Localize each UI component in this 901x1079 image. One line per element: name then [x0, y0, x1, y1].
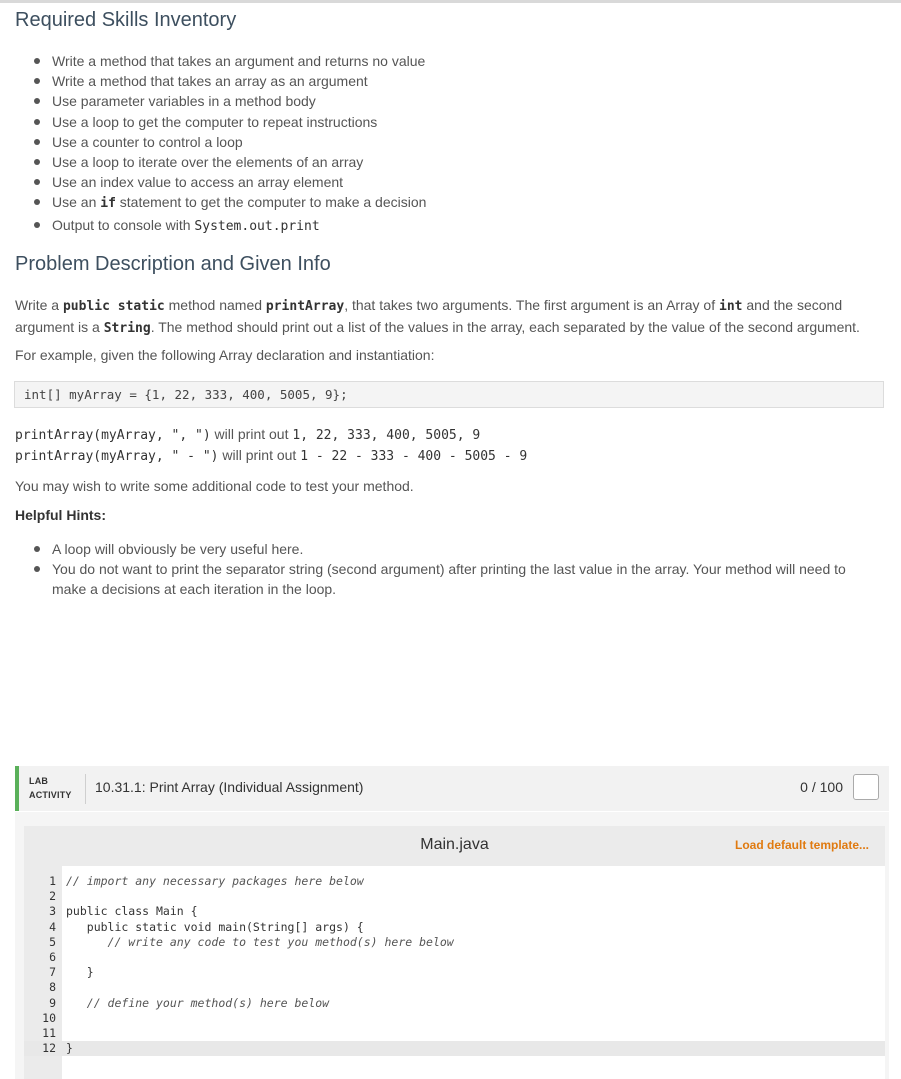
code-line[interactable]: 9 // define your method(s) here below — [49, 995, 330, 1010]
hints-title: Helpful Hints: — [15, 507, 106, 523]
lab-score: 0 / 100 — [800, 779, 843, 795]
array-declaration-code: int[] myArray = {1, 22, 333, 400, 5005, 9}; — [14, 381, 884, 408]
code-line[interactable]: 4 public static void main(String[] args) { — [49, 919, 364, 934]
code-line[interactable]: 1 // import any necessary packages here below — [49, 874, 364, 888]
code-line[interactable]: 11 — [42, 1026, 56, 1040]
code-line-active[interactable]: 12 } — [24, 1041, 885, 1056]
lab-title: 10.31.1: Print Array (Individual Assignment) — [95, 779, 364, 795]
code-line[interactable]: 2 — [49, 889, 56, 904]
list-item: Write a method that takes an argument and returns no value — [34, 51, 426, 71]
code-editor-panel — [15, 812, 889, 1079]
list-item: Use a counter to control a loop — [34, 132, 426, 152]
example-intro: For example, given the following Array declaration and instantiation: — [15, 347, 435, 363]
list-item: Use a loop to iterate over the elements of an array — [34, 152, 426, 172]
test-note: You may wish to write some additional code to test your method. — [15, 478, 414, 494]
file-name: Main.java — [420, 836, 489, 853]
code-line[interactable]: 5 // write any code to test you method(s) here below — [49, 934, 454, 949]
load-default-template-link[interactable]: Load default template... — [734, 838, 869, 852]
code-line[interactable]: 7 } — [49, 965, 94, 980]
code-line[interactable]: 8 — [49, 980, 56, 995]
list-item: Write a method that takes an array as an argument — [34, 71, 426, 91]
problem-title: Problem Description and Given Info — [15, 253, 331, 275]
divider — [85, 774, 86, 804]
code-line[interactable]: 10 — [42, 1010, 56, 1025]
list-item: Output to console with System.out.print — [34, 215, 426, 237]
list-item: Use an if statement to get the computer to make a decision — [34, 192, 426, 214]
list-item: Use parameter variables in a method body — [34, 91, 426, 111]
list-item: A loop will obviously be very useful here. — [34, 539, 864, 559]
code-line[interactable]: 6 — [49, 950, 56, 964]
top-divider — [0, 0, 901, 3]
example-2: printArray(myArray, " - ") will print out 1 - 22 - 333 - 400 - 5005 - 9 — [15, 447, 528, 464]
editor-header — [24, 826, 885, 866]
hints-list — [34, 539, 864, 600]
example-1: printArray(myArray, ", ") will print out 1, 22, 333, 400, 5005, 9 — [15, 426, 481, 443]
code-editor[interactable] — [24, 866, 885, 1079]
lab-activity-tag: LAB ACTIVITY — [29, 776, 72, 800]
problem-description: Write a public static method named printArray, that takes two arguments. The first argument is an Array of int and the second argument is a String. The method should print out a list of the values in the array, each separated by the value of the second argument. — [15, 297, 860, 336]
list-item: Use an index value to access an array element — [34, 172, 426, 192]
list-item: You do not want to print the separator string (second argument) after printing the last value in the array. Your method will need to make a decisions at each iteration in the loop. — [34, 559, 864, 599]
code-line[interactable]: 3 public class Main { — [49, 904, 198, 919]
list-item: Use a loop to get the computer to repeat instructions — [34, 112, 426, 132]
skills-list — [34, 51, 426, 237]
skills-title: Required Skills Inventory — [15, 9, 237, 31]
completion-checkbox — [853, 774, 879, 800]
lab-activity-header — [15, 766, 889, 811]
